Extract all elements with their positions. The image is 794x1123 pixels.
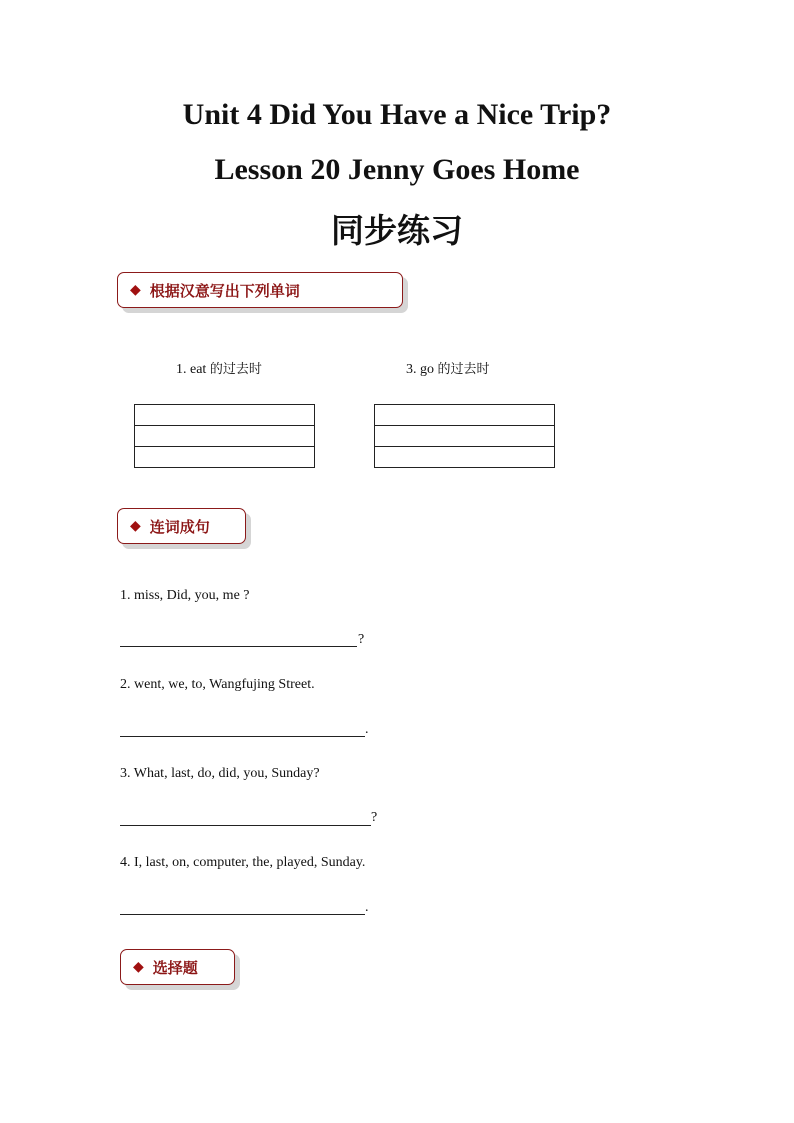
question-2: 2. went, we, to, Wangfujing Street. — [120, 677, 315, 692]
question-3: 3. What, last, do, did, you, Sunday? — [120, 766, 320, 781]
answer-line-1[interactable] — [120, 628, 357, 647]
section-header-sentence-building — [117, 508, 246, 544]
answer-grid-1[interactable] — [134, 404, 315, 468]
answer-punct-3: ? — [371, 810, 378, 825]
answer-punct-1: ? — [358, 632, 365, 647]
section-header-multiple-choice — [120, 949, 235, 985]
diamond-bullet-icon: ◆ — [133, 959, 144, 975]
section-label: 连词成句 — [149, 517, 210, 536]
answer-line-2[interactable] — [120, 718, 365, 737]
answer-grid-3[interactable] — [374, 404, 555, 468]
section-label: 选择题 — [152, 958, 198, 977]
answer-cell[interactable] — [374, 446, 555, 468]
question-1: 1. miss, Did, you, me ? — [120, 588, 250, 603]
question-4: 4. I, last, on, computer, the, played, Sunday. — [120, 855, 366, 870]
answer-line-4[interactable] — [120, 896, 365, 915]
section-header-word-translation — [117, 272, 403, 308]
answer-cell[interactable] — [134, 404, 315, 425]
answer-line-3[interactable] — [120, 807, 371, 826]
title-practice: 同步练习 — [331, 211, 463, 250]
title-lesson: Lesson 20 Jenny Goes Home — [214, 153, 580, 186]
title-unit: Unit 4 Did You Have a Nice Trip? — [182, 98, 612, 131]
section-label: 根据汉意写出下列单词 — [149, 281, 300, 300]
answer-cell[interactable] — [374, 425, 555, 446]
diamond-bullet-icon: ◆ — [130, 518, 141, 534]
answer-punct-4: . — [365, 900, 369, 915]
answer-cell[interactable] — [374, 404, 555, 425]
diamond-bullet-icon: ◆ — [130, 282, 141, 298]
word-prompt-3: 3. go 的过去时 — [406, 362, 490, 377]
answer-cell[interactable] — [134, 425, 315, 446]
answer-punct-2: . — [365, 722, 369, 737]
answer-cell[interactable] — [134, 446, 315, 468]
word-prompt-1: 1. eat 的过去时 — [176, 362, 262, 377]
